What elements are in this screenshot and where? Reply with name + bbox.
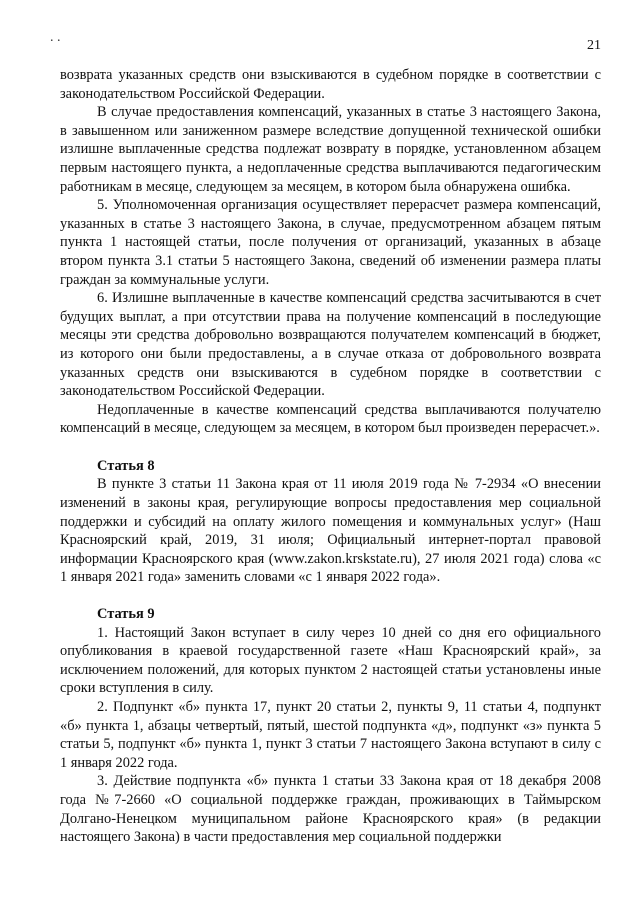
page-number: 21 — [587, 38, 601, 53]
paragraph: возврата указанных средств они взыскиваются в судебном порядке в соответствии с законодательством Российской Федерации. — [60, 67, 601, 102]
article-8-text: В пункте 3 статьи 11 Закона края от 11 июля 2019 года № 7-2934 «О внесении изменений в законы края, регулирующие вопросы предоставления мер социальной поддержки и субсидий на оплату жилого помещения и коммунальных услуг» (Наш Красноярский край, 2019, 31 июля; Официальный интернет-портал правовой информации Красноярского края (www.zakon.krskstate.ru), 27 июля 2021 года) слова «с 1 января 2021 года» заменить словами «с 1 января 2022 года». — [60, 476, 601, 586]
scan-marks: . . — [50, 30, 61, 45]
article-9-item: 3. Действие подпункта «б» пункта 1 статьи 33 Закона края от 18 декабря 2008 года №7-2660 «О социальной поддержке граждан, проживающих в Таймырском Долгано-Ненецком муниципальном районе Красноярского края» (в редакции настоящего Закона) в части предоставления мер социальной поддержки — [60, 773, 601, 846]
paragraph: 5. Уполномоченная организация осуществляет перерасчет размера компенсаций, указанных в статье 3 настоящего Закона, в случае, предусмотренном абзацем пятым пункта 1 настоящей статьи, после получения от организаций, указанных в абзаце втором пункта 3.1 статьи 5 настоящего Закона, сведений об изменении размера платы граждан за коммунальные услуги. — [60, 197, 601, 288]
article-9-title: Статья 9 — [97, 606, 155, 623]
article-9-item: 1. Настоящий Закон вступает в силу через 10 дней со дня его официального опубликования в краевой государственной газете «Наш Красноярский край», за исключением положений, для которых пунктом 2 настоящей статьи установлены иные сроки вступления в силу. — [60, 624, 601, 697]
paragraph: Недоплаченные в качестве компенсаций средства выплачиваются получателю компенсаций в месяце, следующем за месяцем, в котором был произведен перерасчет.». — [60, 401, 601, 437]
paragraph: В случае предоставления компенсаций, указанных в статье 3 настоящего Закона, в завышенном или заниженном размере вследствие допущенной технической ошибки излишне выплаченные средства подлежат возврату в порядке, установленном абзацем первым настоящего пункта, а недоплаченные средства выплачиваются педагогическим работникам в месяце, следующем за месяцем, в котором была обнаружена ошибка. — [60, 104, 601, 195]
article-9-item: 2. Подпункт «б» пункта 17, пункт 20 статьи 2, пункты 9, 11 статьи 4, подпункт «б» пункта 1, абзацы четвертый, пятый, шестой подпункта «д», подпункт «з» пункта 5 статьи 5, подпункт «б» пункта 1, пункт 3 статьи 7 настоящего Закона вступают в силу с 1 января 2022 года. — [60, 699, 601, 771]
document-body — [60, 66, 601, 847]
article-8-title: Статья 8 — [97, 457, 155, 474]
paragraph: 6. Излишне выплаченные в качестве компенсаций средства засчитываются в счет будущих выплат, а при отсутствии права на получение компенсаций в последующие месяцы эти средства добровольно возвращаются получателем компенсаций в бюджет, из которого они были предоставлены, а в случае отказа от добровольного возврата указанных средств они взыскиваются в судебном порядке в соответствии с законодательством Российской Федерации. — [60, 290, 601, 400]
